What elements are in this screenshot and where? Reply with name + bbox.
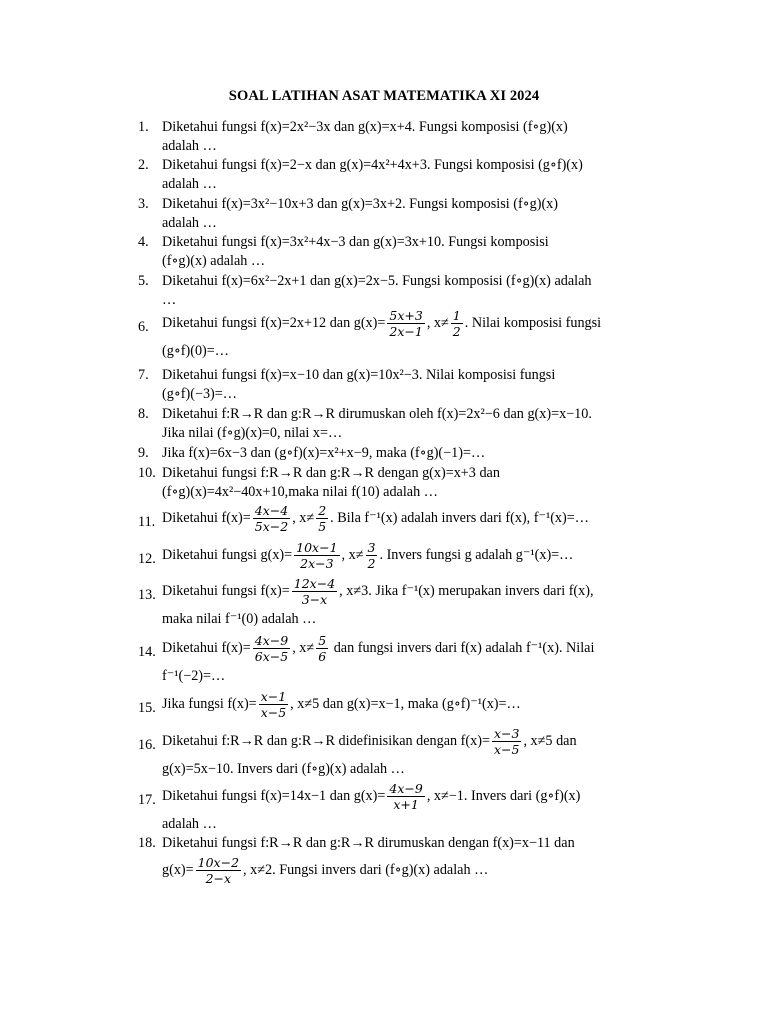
text-segment: , x≠5 — [290, 695, 320, 712]
fraction — [387, 308, 424, 339]
document-title: SOAL LATIHAN ASAT MATEMATIKA XI 2024 — [228, 88, 540, 104]
fraction-denominator: x−5 — [260, 705, 287, 720]
fraction-denominator: 5x−2 — [254, 519, 289, 534]
question-text-cont: maka nilai f⁻¹(0) adalah … — [162, 611, 317, 627]
text-segment: . Bila f⁻¹(x) adalah invers dari f(x), f⁻¹(x)=… — [330, 509, 589, 526]
question-number: 5. — [138, 273, 149, 289]
fraction — [253, 633, 290, 664]
fraction-denominator: x+1 — [393, 797, 419, 812]
question-text-cont: f⁻¹(−2)=… — [162, 668, 226, 684]
question-6 — [138, 308, 698, 361]
fraction-denominator: 2 — [367, 556, 376, 571]
text-segment: Diketahui f(x)= — [162, 639, 251, 656]
text-segment: , x≠3 — [339, 582, 369, 599]
question-text-cont — [162, 855, 698, 886]
fraction-denominator: 6 — [318, 649, 327, 664]
question-text — [162, 503, 698, 534]
question-text: Diketahui fungsi f(x)=3x²+4x−3 dan g(x)=3x+10. Fungsi komposisi — [162, 234, 549, 250]
text-segment: , x≠ — [341, 546, 364, 563]
fraction — [196, 855, 241, 886]
question-3 — [138, 195, 698, 233]
question-text — [162, 726, 698, 757]
question-16 — [138, 726, 698, 779]
text-segment: , x≠5 — [523, 732, 553, 749]
fraction — [492, 726, 521, 757]
text-segment: , x≠ — [292, 509, 315, 526]
question-2 — [138, 156, 698, 194]
text-segment: , x≠ — [292, 639, 315, 656]
question-number: 8. — [138, 406, 149, 422]
question-number: 6. — [138, 319, 149, 335]
question-text — [162, 308, 698, 339]
fraction-numerator: 4x−9 — [389, 781, 423, 796]
fraction — [366, 540, 378, 571]
fraction — [451, 308, 463, 339]
question-5 — [138, 272, 698, 310]
question-13 — [138, 576, 698, 629]
question-text-cont: adalah … — [162, 215, 217, 231]
question-text — [162, 689, 698, 720]
fraction-numerator: x−3 — [493, 726, 520, 741]
question-text-cont: Jika nilai (f∘g)(x)=0, nilai x=… — [162, 425, 343, 441]
question-text: Jika f(x)=6x−3 dan (g∘f)(x)=x²+x−9, maka (f∘g)(−1)=… — [162, 445, 486, 461]
question-text: Diketahui f:R→R dan g:R→R dirumuskan oleh f(x)=2x²−6 dan g(x)=x−10. — [162, 406, 592, 422]
question-18 — [138, 834, 698, 886]
question-12 — [138, 540, 698, 571]
text-segment: dan — [552, 732, 577, 749]
fraction-denominator: 3−x — [301, 592, 328, 607]
text-segment: Diketahui f:R→R dan g:R→R didefinisikan dengan f(x)= — [162, 732, 490, 749]
question-number: 7. — [138, 367, 149, 383]
question-number: 3. — [138, 196, 149, 212]
question-number: 2. — [138, 157, 149, 173]
question-text-cont: … — [162, 292, 177, 308]
fraction-numerator: 2 — [318, 503, 327, 518]
fraction-numerator: 10x−2 — [197, 855, 240, 870]
text-segment: Diketahui fungsi g(x)= — [162, 546, 293, 563]
question-8 — [138, 405, 698, 443]
question-7 — [138, 366, 698, 404]
question-11 — [138, 503, 698, 534]
question-14 — [138, 633, 698, 686]
question-number: 12. — [138, 551, 156, 567]
question-text-cont: adalah … — [162, 138, 217, 154]
question-1 — [138, 118, 698, 156]
fraction-numerator: 4x−4 — [254, 503, 289, 518]
question-number: 18. — [138, 835, 156, 851]
question-text — [162, 576, 698, 607]
text-segment: Diketahui fungsi f(x)=2x+12 dan g(x)= — [162, 314, 386, 331]
fraction-denominator: 5 — [318, 519, 327, 534]
question-text-cont: (f∘g)(x)=4x²−40x+10,maka nilai f(10) adalah … — [162, 484, 438, 500]
question-number: 1. — [138, 119, 149, 135]
fraction-denominator: 2x−1 — [389, 324, 423, 339]
question-text-cont: g(x)=5x−10. Invers dari (f∘g)(x) adalah … — [162, 761, 405, 777]
fraction-numerator: 5x+3 — [389, 308, 423, 323]
text-segment: Diketahui fungsi f(x)= — [162, 582, 290, 599]
question-text-cont: (f∘g)(x) adalah … — [162, 253, 266, 269]
text-segment: . Invers dari (g∘f)(x) — [463, 787, 581, 804]
fraction — [294, 540, 339, 571]
question-number: 14. — [138, 644, 156, 660]
text-segment: . Fungsi invers dari (f∘g)(x) adalah … — [272, 861, 489, 878]
question-number: 11. — [138, 514, 156, 530]
text-segment: Diketahui f(x)= — [162, 509, 251, 526]
fraction — [387, 781, 424, 812]
text-segment: Diketahui fungsi f(x)=14x−1 dan g(x)= — [162, 787, 386, 804]
fraction — [292, 576, 337, 607]
fraction — [259, 689, 288, 720]
question-text: Diketahui fungsi f(x)=2x²−3x dan g(x)=x+4. Fungsi komposisi (f∘g)(x) — [162, 119, 568, 135]
question-text: Diketahui f(x)=3x²−10x+3 dan g(x)=3x+2. Fungsi komposisi (f∘g)(x) — [162, 196, 559, 212]
question-text — [162, 781, 698, 812]
fraction-numerator: x−1 — [260, 689, 287, 704]
question-text-cont: adalah … — [162, 816, 217, 832]
question-10 — [138, 464, 698, 502]
fraction-denominator: 6x−5 — [254, 649, 289, 664]
question-number: 16. — [138, 737, 156, 753]
text-segment: g(x)= — [162, 861, 194, 878]
question-text: Diketahui fungsi f:R→R dan g:R→R dirumuskan dengan f(x)=x−11 dan — [162, 835, 575, 851]
question-text-cont: (g∘f)(−3)=… — [162, 386, 237, 402]
text-segment: . Jika f⁻¹(x) merupakan invers dari f(x), — [368, 582, 594, 599]
text-segment: , x≠ — [426, 314, 449, 331]
question-15 — [138, 689, 698, 720]
text-segment: , x≠2 — [243, 861, 273, 878]
fraction-numerator: 10x−1 — [296, 540, 338, 555]
fraction-denominator: 2 — [452, 324, 461, 339]
question-text-cont: (g∘f)(0)=… — [162, 343, 229, 359]
question-number: 4. — [138, 234, 149, 250]
fraction-numerator: 5 — [318, 633, 327, 648]
question-17 — [138, 781, 698, 834]
fraction — [253, 503, 290, 534]
question-text: Diketahui fungsi f(x)=2−x dan g(x)=4x²+4x+3. Fungsi komposisi (g∘f)(x) — [162, 157, 583, 173]
question-text: Diketahui fungsi f:R→R dan g:R→R dengan g(x)=x+3 dan — [162, 465, 500, 481]
question-number: 10. — [138, 465, 156, 481]
text-segment: . Invers fungsi g adalah g⁻¹(x)=… — [379, 546, 574, 563]
question-text — [162, 540, 698, 571]
fraction — [316, 503, 328, 534]
fraction-denominator: x−5 — [493, 742, 520, 757]
question-text: Diketahui f(x)=6x²−2x+1 dan g(x)=2x−5. Fungsi komposisi (f∘g)(x) adalah — [162, 273, 592, 289]
text-segment: . Nilai komposisi fungsi — [464, 314, 602, 331]
question-text: Diketahui fungsi f(x)=x−10 dan g(x)=10x²−3. Nilai komposisi fungsi — [162, 367, 556, 383]
question-4 — [138, 233, 698, 271]
question-text — [162, 633, 698, 664]
fraction-numerator: 1 — [452, 308, 461, 323]
question-text-cont: adalah … — [162, 176, 217, 192]
fraction-numerator: 3 — [367, 540, 376, 555]
question-number: 15. — [138, 700, 156, 716]
question-number: 17. — [138, 792, 156, 808]
fraction-numerator: 4x−9 — [254, 633, 289, 648]
text-segment: dan fungsi invers dari f(x) adalah f⁻¹(x). Nilai — [330, 639, 595, 656]
question-number: 13. — [138, 587, 156, 603]
question-9 — [138, 444, 698, 463]
text-segment: Jika fungsi f(x)= — [162, 695, 257, 712]
text-segment: , x≠−1 — [426, 787, 464, 804]
fraction-denominator: 2−x — [205, 871, 232, 886]
text-segment: dan g(x)=x−1, maka (g∘f)⁻¹(x)=… — [319, 695, 521, 712]
fraction-denominator: 2x−3 — [300, 556, 334, 571]
fraction — [316, 633, 328, 664]
fraction-numerator: 12x−4 — [293, 576, 336, 591]
question-number: 9. — [138, 445, 149, 461]
